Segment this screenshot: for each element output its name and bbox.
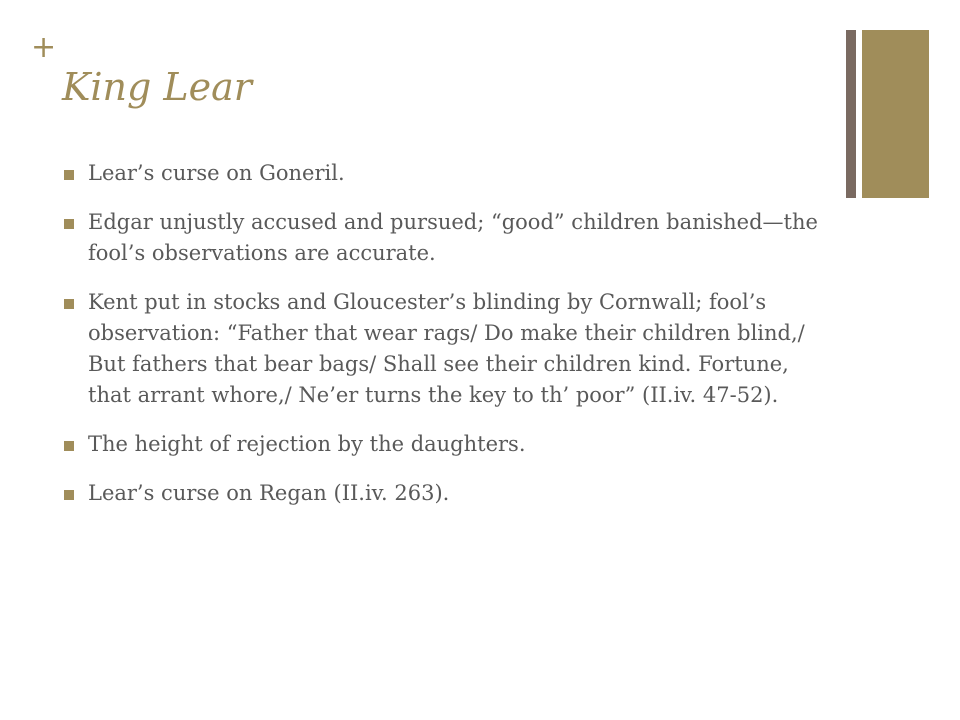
square-bullet-icon [64, 441, 74, 451]
bullet-item [64, 287, 834, 411]
bullet-list [64, 158, 834, 527]
square-bullet-icon [64, 299, 74, 309]
bullet-item [64, 429, 834, 460]
square-bullet-icon [64, 170, 74, 180]
decorative-bar-thin [846, 30, 856, 198]
bullet-text: Lear’s curse on Goneril. [88, 161, 345, 185]
bullet-text: Kent put in stocks and Gloucester’s blinding by Cornwall; fool’s observation: “Father that wear rags/ Do make their children blind,/ But fathers that bear bags/ Shall see their children kind. Fortune, that arrant whore,/ Ne’er turns the key to th’ poor” (II.iv. 47-52). [88, 290, 805, 407]
bullet-item [64, 158, 834, 189]
slide-title: King Lear [62, 65, 252, 109]
square-bullet-icon [64, 490, 74, 500]
decorative-bar-thick [862, 30, 929, 198]
bullet-item [64, 478, 834, 509]
plus-icon: + [31, 30, 57, 65]
bullet-text: Lear’s curse on Regan (II.iv. 263). [88, 481, 450, 505]
bullet-text: Edgar unjustly accused and pursued; “good” children banished—the fool’s observations are accurate. [88, 210, 818, 265]
bullet-item [64, 207, 834, 269]
square-bullet-icon [64, 219, 74, 229]
bullet-text: The height of rejection by the daughters. [88, 432, 526, 456]
